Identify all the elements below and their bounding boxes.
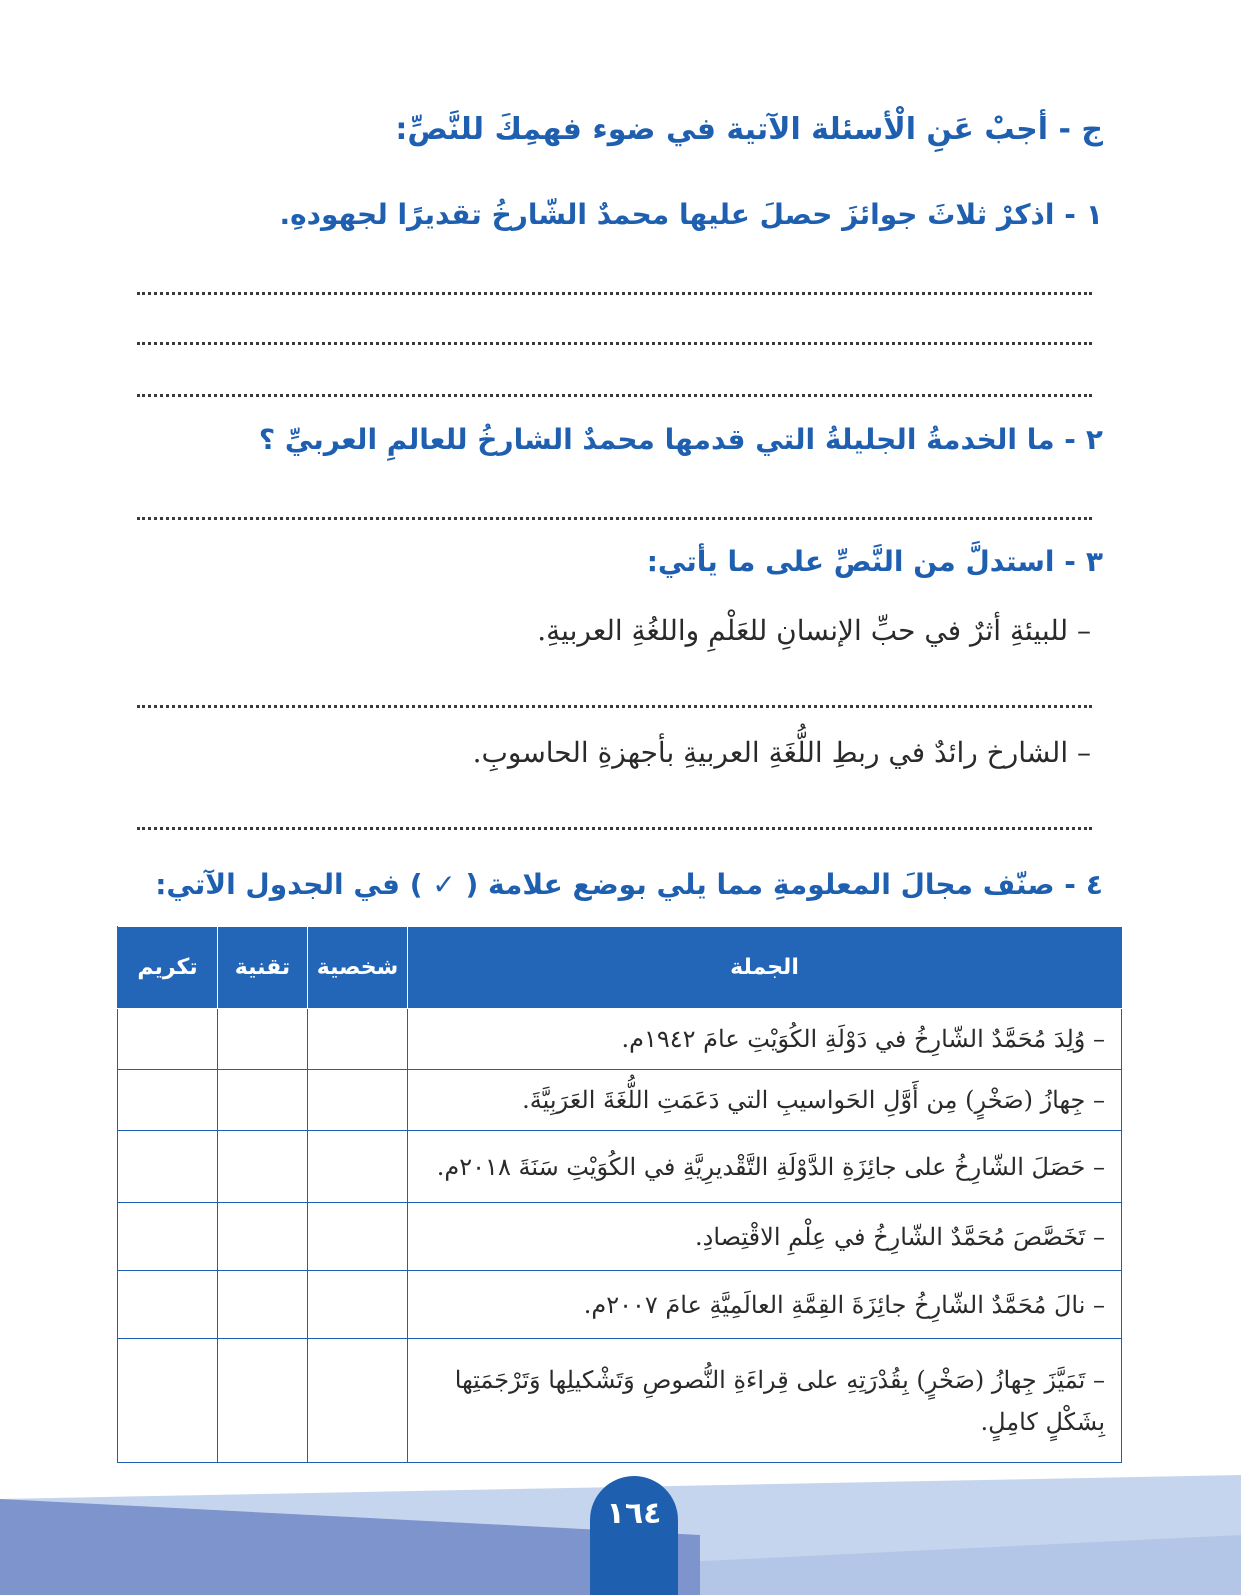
check-cell-personal[interactable]: [308, 1203, 408, 1271]
sentence-cell: – تَمَيَّزَ جِهازُ (صَخْرٍ) بِقُدْرَتِهِ على قِراءَةِ النُّصوصِ وَتَشْكيلِها وَتَرْجَمَتِها بِشَكْلٍ كامِلٍ.: [408, 1339, 1122, 1463]
check-cell-personal[interactable]: [308, 1070, 408, 1131]
question-2-text: - ما الخدمةُ الجليلةُ التي قدمها محمدٌ الشارخُ للعالمِ العربيِّ ؟: [258, 423, 1076, 456]
check-cell-personal[interactable]: [308, 1271, 408, 1339]
header-honor: تكريم: [118, 927, 218, 1009]
answer-line-6[interactable]: [137, 827, 1092, 830]
question-3-item-1: – للبيئةِ أثرٌ في حبِّ الإنسانِ للعَلْمِ واللغُةِ العربيةِ.: [537, 614, 1091, 647]
answer-line-2[interactable]: [137, 342, 1092, 345]
check-cell-personal[interactable]: [308, 1009, 408, 1070]
answer-line-5[interactable]: [137, 705, 1092, 708]
question-1: [279, 198, 1103, 231]
table-row: [118, 1339, 1122, 1463]
sentence-cell: – وُلِدَ مُحَمَّدٌ الشّارِخُ في دَوْلَةِ الكُوَيْتِ عامَ ١٩٤٢م.: [408, 1009, 1122, 1070]
sentence-cell: – نالَ مُحَمَّدٌ الشّارِخُ جائِزَةَ القِمَّةِ العالَمِيَّةِ عامَ ٢٠٠٧م.: [408, 1271, 1122, 1339]
check-cell-technical[interactable]: [218, 1203, 308, 1271]
question-2: [259, 423, 1103, 456]
question-4-text: - صنّف مجالَ المعلومةِ مما يلي بوضع علامة ( ✓ ) في الجدول الآتي:: [155, 868, 1076, 901]
sentence-cell: – تَخَصَّصَ مُحَمَّدٌ الشّارِخُ في عِلْمِ الاقْتِصادِ.: [408, 1203, 1122, 1271]
question-2-number: ٢: [1085, 423, 1103, 456]
question-3-number: ٣: [1085, 545, 1103, 578]
question-3-text: - استدلَّ من النَّصِّ على ما يأتي:: [646, 545, 1076, 578]
page-number: ١٦٤: [606, 1496, 662, 1531]
sentence-cell: – جِهازُ (صَخْرٍ) مِن أَوَّلِ الحَواسيبِ التي دَعَمَتِ اللُّغَةَ العَرَبِيَّةَ.: [408, 1070, 1122, 1131]
page-number-tab: [590, 1476, 678, 1595]
table-row: [118, 1271, 1122, 1339]
question-3: [647, 545, 1103, 578]
section-c-title: ج - أجبْ عَنِ الْأسئلة الآتية في ضوء فهمِكَ للنَّصِّ:: [395, 112, 1103, 147]
table-row: [118, 1131, 1122, 1203]
sentence-cell: – حَصَلَ الشّارِخُ على جائِزَةِ الدَّوْلَةِ التَّقْديرِيَّةِ في الكُوَيْتِ سَنَةَ ٢٠١٨م.: [408, 1131, 1122, 1203]
check-cell-technical[interactable]: [218, 1131, 308, 1203]
header-personal: شخصية: [308, 927, 408, 1009]
check-cell-technical[interactable]: [218, 1339, 308, 1463]
table-row: [118, 1009, 1122, 1070]
check-cell-personal[interactable]: [308, 1131, 408, 1203]
check-cell-technical[interactable]: [218, 1070, 308, 1131]
classification-table: [117, 926, 1122, 1463]
table-row: [118, 1203, 1122, 1271]
answer-line-4[interactable]: [137, 517, 1092, 520]
question-3-item-2: – الشارخ رائدٌ في ربطِ اللُّغَةِ العربيةِ بأجهزةِ الحاسوبِ.: [472, 736, 1091, 769]
answer-line-1[interactable]: [137, 292, 1092, 295]
answer-line-3[interactable]: [137, 394, 1092, 397]
header-technical: تقنية: [218, 927, 308, 1009]
check-cell-honor[interactable]: [118, 1339, 218, 1463]
question-4-number: ٤: [1085, 868, 1103, 901]
check-cell-honor[interactable]: [118, 1009, 218, 1070]
check-cell-honor[interactable]: [118, 1203, 218, 1271]
table-row: [118, 1070, 1122, 1131]
question-1-text: - اذكرْ ثلاثَ جوائزَ حصلَ عليها محمدٌ الشّارخُ تقديرًا لجهودهِ.: [279, 198, 1076, 231]
check-cell-honor[interactable]: [118, 1070, 218, 1131]
check-cell-technical[interactable]: [218, 1009, 308, 1070]
table-header-row: [118, 927, 1122, 1009]
header-sentence: الجملة: [408, 927, 1122, 1009]
check-cell-personal[interactable]: [308, 1339, 408, 1463]
check-cell-technical[interactable]: [218, 1271, 308, 1339]
question-1-number: ١: [1085, 198, 1103, 231]
check-cell-honor[interactable]: [118, 1271, 218, 1339]
question-4: [155, 868, 1103, 901]
check-cell-honor[interactable]: [118, 1131, 218, 1203]
